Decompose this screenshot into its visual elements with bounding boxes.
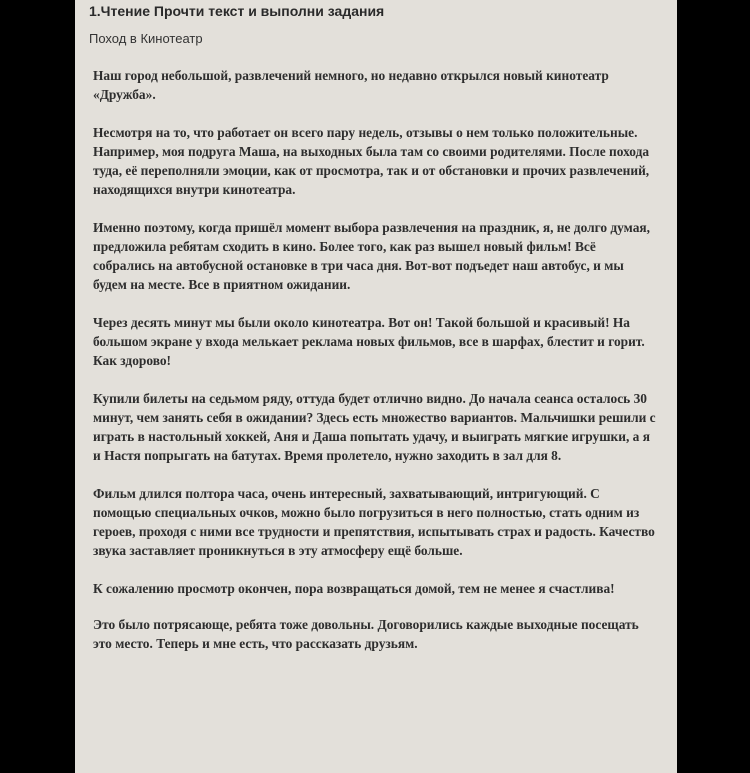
paragraph-1: Наш город небольшой, развлечений немного, но недавно открылся новый кинотеатр «Дружба». bbox=[93, 68, 609, 102]
paragraph-4: Через десять минут мы были около кинотеатра. Вот он! Такой большой и красивый! На большом экране у входа мелькает реклама новых фильмов, все в шарфах, блестит и горит. Как здорово! bbox=[93, 315, 645, 368]
paragraph-2: Несмотря на то, что работает он всего пару недель, отзывы о нем только положительные. Например, моя подруга Маша, на выходных была там со своими родителями. После похода туда, её переполняли эмоции, как от просмотра, так и от обстановки и прочих развлечений, находящихся внутри кинотеатра. bbox=[93, 125, 650, 197]
paragraph-7: К сожалению просмотр окончен, пора возвращаться домой, тем не менее я счастлива! bbox=[93, 581, 615, 596]
paragraph-5: Купили билеты на седьмом ряду, оттуда будет отлично видно. До начала сеанса осталось 30 минут, чем занять себя в ожидании? Здесь есть множество вариантов. Мальчишки решили с играть в настольный хоккей, Аня и Даша попытать удачу, и выиграть мягкие игрушки, а я и Настя попрыгать на батутах. Время пролетело, нужно заходить в зал для 8. bbox=[93, 391, 656, 463]
paragraph-3: Именно поэтому, когда пришёл момент выбора развлечения на праздник, я, не долго думая, предложила ребятам сходить в кино. Более того, как раз вышел новый фильм! Всё собрались на автобусной остановке в три часа дня. Вот-вот подъедет наш автобус, и мы будем на месте. Все в приятном ожидании. bbox=[93, 220, 650, 292]
worksheet-page bbox=[75, 0, 677, 773]
story-text bbox=[93, 66, 659, 672]
paragraph-6: Фильм длился полтора часа, очень интересный, захватывающий, интригующий. С помощью специальных очков, можно было погрузиться в него полностью, стать одним из героев, проходя с ними все трудности и препятствия, испытывать страх и радость. Качество звука заставляет проникнуться в эту атмосферу ещё больше. bbox=[93, 486, 655, 558]
story-title: Поход в Кинотеатр bbox=[89, 31, 203, 46]
paragraph-8: Это было потрясающе, ребята тоже довольны. Договорились каждые выходные посещать это место. Теперь и мне есть, что рассказать друзьям. bbox=[93, 617, 639, 651]
task-title: 1.Чтение Прочти текст и выполни задания bbox=[89, 3, 385, 19]
